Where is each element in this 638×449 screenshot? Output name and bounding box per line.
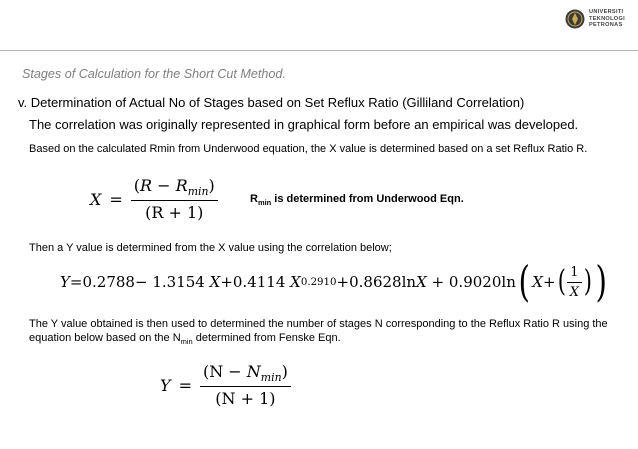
header-divider [0, 50, 638, 51]
eq-x-numerator: $(R - R_{min})$ [131, 176, 218, 201]
paragraph-rmin: Based on the calculated Rmin from Underwood equation, the X value is determined based on a set Reflux Ratio R. [29, 143, 588, 155]
eq-x-equals: = [109, 189, 123, 209]
slide-heading: v. Determination of Actual No of Stages based on Set Reflux Ratio (Gilliland Correlation) [18, 95, 525, 110]
equation-gilliland: Y = 0.2788 − 1.3154 X + 0.4114 X 0.2910 + 0.8628 ln X + 0.9020 ln ( X + ( $\frac{1}{X}$ ) ) [60, 257, 608, 306]
eq-y-inner-fraction: $\frac{1}{X}$ [567, 265, 581, 300]
section-title: Stages of Calculation for the Short Cut Method. [22, 67, 286, 81]
university-logo [565, 8, 633, 30]
equation-x [90, 176, 218, 222]
logo-line-1: UNIVERSITI [589, 9, 624, 16]
eq-n-equals: = [178, 375, 192, 395]
university-crest-icon [565, 9, 585, 29]
equation-n [160, 362, 291, 408]
logo-line-3: PETRONAS [589, 22, 623, 29]
eq-x-lhs: X [90, 189, 102, 209]
paragraph-stages: The Y value obtained is then used to determined the number of stages N corresponding to the Reflux Ratio R using the equation below based on the $N_{min}$ determined from Fenske Eqn. [29, 318, 608, 347]
eq-n-lhs: Y [160, 375, 171, 395]
eq-n-numerator: $(N - N_{min})$ [200, 362, 291, 387]
eq-x-fraction [131, 176, 218, 222]
eq-n-fraction [200, 362, 291, 408]
logo-line-2: TEKNOLOGI [589, 15, 625, 22]
eq-x-denominator: (R + 1) [145, 203, 204, 223]
intro-text: The correlation was originally represented in graphical form before an empirical was developed. [29, 117, 579, 132]
rmin-note: $R_{min}$ is determined from Underwood Eqn. [250, 193, 464, 208]
eq-n-denominator: (N + 1) [215, 389, 276, 409]
paragraph-y: Then a Y value is determined from the X value using the correlation below; [29, 242, 392, 254]
